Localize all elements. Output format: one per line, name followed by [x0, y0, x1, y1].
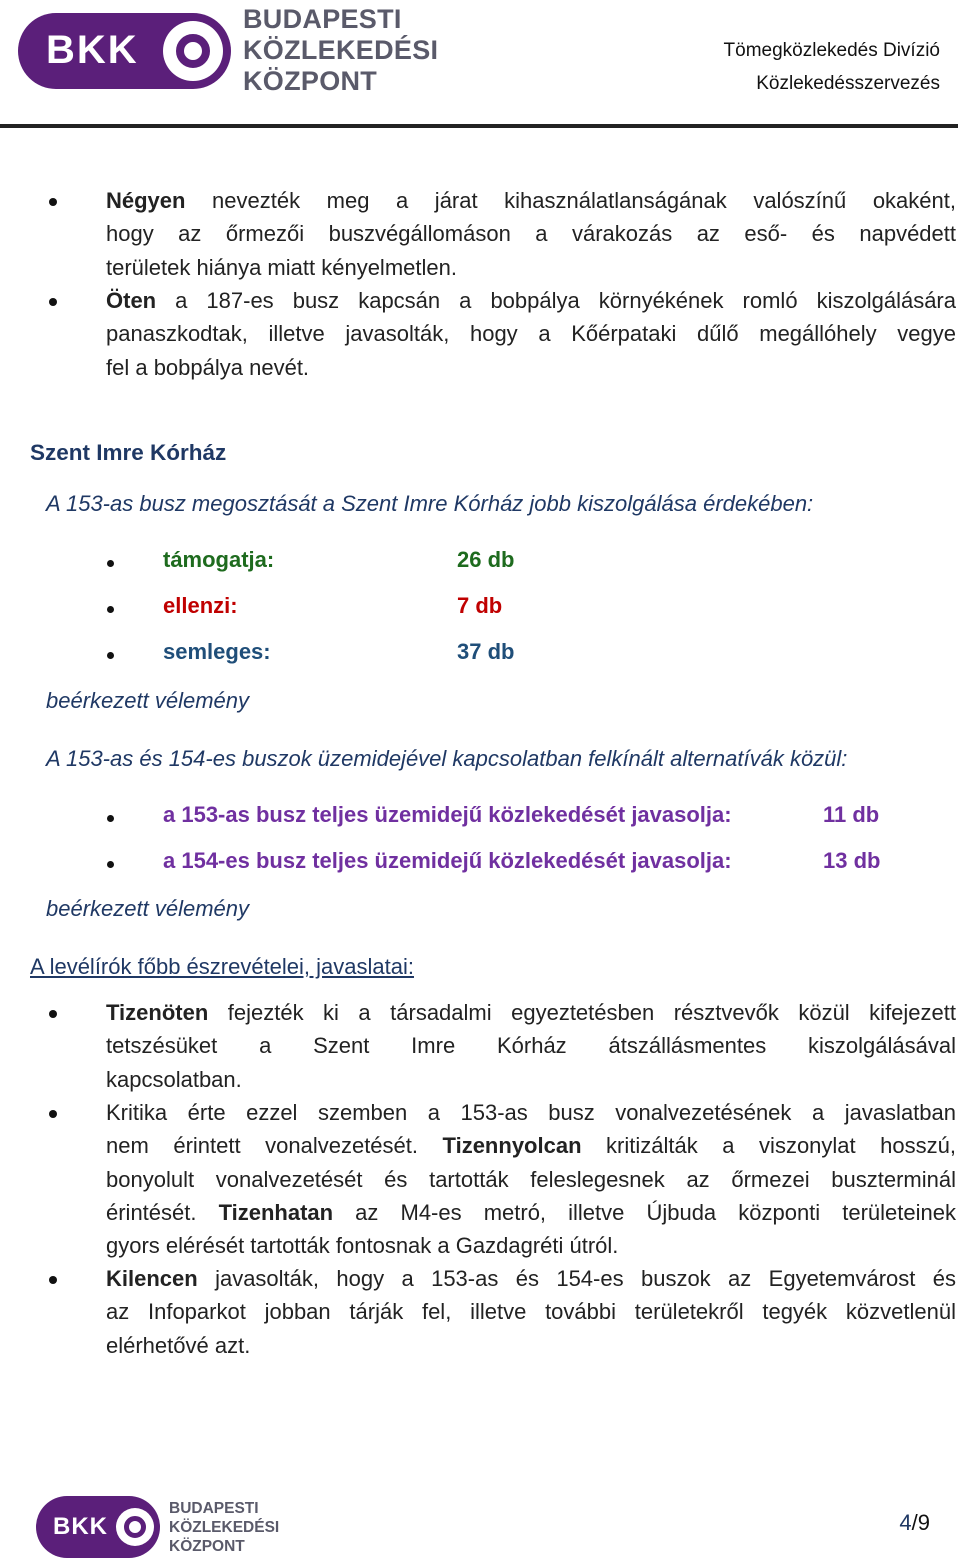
- vote-neutral-label: semleges:: [163, 639, 271, 664]
- header-division: [724, 34, 940, 100]
- header-logo: [18, 4, 438, 97]
- vote-oppose-label: ellenzi:: [163, 593, 238, 618]
- text-line: bonyolult vonalvezetését és tartották feleslegesnek az őrmezei buszterminál: [106, 1166, 956, 1192]
- bold-count: Kilencen: [106, 1266, 198, 1291]
- bkk-logo-badge: [36, 1496, 160, 1558]
- bullet-icon: [49, 1110, 57, 1118]
- letters-heading: A levélírók főbb észrevételei, javaslatai:: [30, 954, 414, 979]
- bullet-text: [106, 284, 956, 384]
- text-line: az Infoparkot jobban tárják fel, illetve további területekről tegyék közvetlenül: [106, 1299, 956, 1325]
- text-line: kritizálták a viszonylat hosszú,: [581, 1133, 957, 1159]
- vote-support-value: 26 db: [457, 547, 515, 572]
- logo-line-3: KÖZPONT: [243, 66, 378, 96]
- bullet-text: [106, 1096, 956, 1262]
- bullet-icon: [49, 198, 57, 206]
- department-name: Közlekedésszervezés: [756, 73, 940, 94]
- text-line: érintését.: [106, 1199, 219, 1225]
- bold-count: Tizennyolcan: [442, 1133, 582, 1159]
- logo-ring-icon: [116, 1508, 154, 1546]
- logo-ring-icon: [163, 21, 223, 81]
- received-opinions-label: beérkezett vélemény: [46, 688, 249, 713]
- text-line: elérhetővé azt.: [106, 1332, 251, 1358]
- page-total: /9: [911, 1510, 930, 1535]
- vote-list: [0, 545, 960, 685]
- page-current: 4: [899, 1510, 912, 1535]
- question-2: A 153-as és 154-es buszok üzemidejével kapcsolatban felkínált alternatívák közül:: [46, 746, 848, 771]
- text-line: javasolták, hogy a 153-as és 154-es buszok az Egyetemvárost és: [197, 1266, 956, 1291]
- bullet-icon: [107, 606, 114, 613]
- logo-letters: BKK: [46, 28, 139, 72]
- question-1: A 153-as busz megosztását a Szent Imre Kórház jobb kiszolgálása érdekében:: [46, 491, 814, 516]
- text-line: kapcsolatban.: [106, 1066, 242, 1092]
- page-number: [899, 1510, 930, 1536]
- vote-oppose-value: 7 db: [457, 593, 503, 618]
- bullet-text: [106, 996, 956, 1096]
- text-line: nevezték meg a járat kihasználatlanságának valószínű okaként,: [185, 188, 956, 213]
- text-line: területek hiánya miatt kényelmetlen.: [106, 254, 457, 280]
- option-153-label: a 153-as busz teljes üzemidejű közlekedését javasolja:: [163, 802, 732, 827]
- division-name: Tömegközlekedés Divízió: [723, 40, 940, 61]
- text-line: fejezték ki a társadalmi egyeztetésben résztvevők közül kifejezett: [208, 1000, 956, 1025]
- vote-neutral-value: 37 db: [457, 639, 515, 664]
- text-line: gyors elérését tartották fontosnak a Gazdagréti útról.: [106, 1233, 619, 1259]
- option-154-label: a 154-es busz teljes üzemidejű közlekedését javasolja:: [163, 848, 732, 873]
- bold-count: Négyen: [106, 188, 186, 213]
- text-line: az M4-es metró, illetve Újbuda központi területeinek: [333, 1199, 956, 1225]
- logo-line-1: BUDAPESTI: [243, 4, 402, 34]
- text-line: hogy az őrmezői buszvégállomáson a várakozás az eső- és napvédett: [106, 221, 956, 247]
- logo-line-1: BUDAPESTI: [169, 1499, 259, 1517]
- bkk-logo-badge: [18, 13, 231, 89]
- text-line: tetszésüket a Szent Imre Kórház átszállásmentes kiszolgálásával: [106, 1033, 956, 1059]
- option-list: [0, 800, 960, 892]
- vote-support-label: támogatja:: [163, 547, 275, 572]
- text-line: Kritika érte ezzel szemben a 153-as busz vonalvezetésének a javaslatban: [106, 1100, 956, 1125]
- bullet-icon: [107, 861, 114, 868]
- bold-count: Tizenöten: [106, 1000, 209, 1025]
- bullet-icon: [49, 298, 57, 306]
- logo-line-2: KÖZLEKEDÉSI: [243, 35, 439, 65]
- footer-logo: [36, 1496, 279, 1558]
- section-title: Szent Imre Kórház: [30, 440, 227, 465]
- bullet-icon: [49, 1010, 57, 1018]
- header-divider: [0, 124, 958, 128]
- bullet-icon: [107, 560, 114, 567]
- bold-count: Tizenhatan: [218, 1199, 334, 1225]
- logo-wordmark: [243, 4, 438, 97]
- logo-wordmark: [169, 1499, 279, 1556]
- bullet-icon: [107, 815, 114, 822]
- bullet-icon: [107, 652, 114, 659]
- bullet-icon: [49, 1276, 57, 1284]
- bullet-text: [106, 184, 956, 284]
- logo-line-3: KÖZPONT: [169, 1537, 245, 1555]
- received-opinions-label: beérkezett vélemény: [46, 896, 249, 921]
- logo-letters: BKK: [53, 1513, 108, 1540]
- text-line: a 187-es busz kapcsán a bobpálya környékének romló kiszolgálására: [156, 288, 956, 313]
- text-line: nem érintett vonalvezetését.: [106, 1133, 443, 1159]
- bullet-text: [106, 1262, 956, 1362]
- option-154-value: 13 db: [823, 848, 881, 873]
- bold-count: Öten: [106, 288, 157, 313]
- text-line: fel a bobpálya nevét.: [106, 354, 310, 380]
- option-153-value: 11 db: [823, 802, 880, 827]
- text-line: panaszkodtak, illetve javasolták, hogy a Kőérpataki dűlő megállóhely vegye: [106, 321, 956, 347]
- logo-line-2: KÖZLEKEDÉSI: [169, 1518, 280, 1536]
